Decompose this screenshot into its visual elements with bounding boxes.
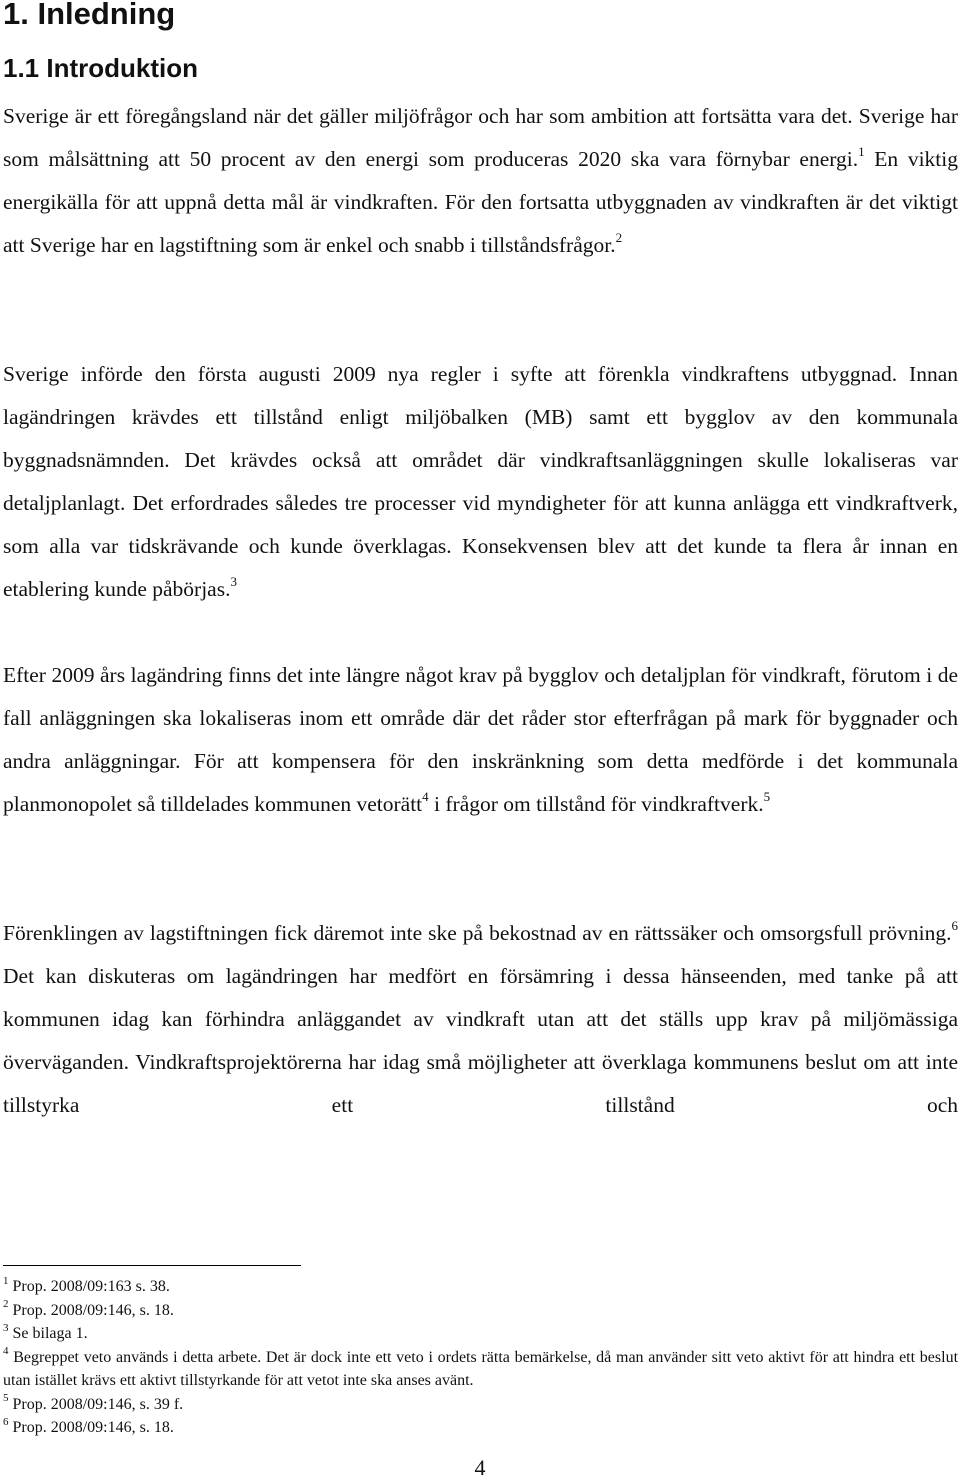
footnote-ref[interactable]: 5	[763, 788, 771, 804]
footnote-text: Se bilaga 1.	[12, 1325, 88, 1342]
footnote	[3, 1416, 958, 1440]
footnote-text: Prop. 2008/09:163 s. 38.	[12, 1278, 170, 1295]
footnote-number: 5	[3, 1392, 9, 1405]
footnote	[3, 1393, 958, 1417]
footnote-number: 6	[3, 1415, 9, 1428]
paragraph-amendment	[3, 654, 958, 826]
footnote	[3, 1322, 958, 1346]
footnote-number: 3	[3, 1321, 9, 1334]
chapter-heading: 1. Inledning	[3, 0, 176, 31]
footnote	[3, 1299, 958, 1323]
paragraph-simplification	[3, 912, 958, 1127]
footnote-text: Prop. 2008/09:146, s. 18.	[12, 1301, 174, 1319]
paragraph-text: Sverige är ett föregångsland när det gäller miljöfrågor och har som ambition att fortsätta vara det. Sverige har som målsättning att 50 procent av den energi som produceras 2020 ska vara förnybar energi.	[3, 104, 958, 171]
footnote-ref[interactable]: 4	[422, 788, 429, 804]
footnote-number: 4	[3, 1345, 9, 1358]
footnote-ref[interactable]: 6	[951, 917, 958, 933]
footnote	[3, 1275, 958, 1299]
footnote-ref[interactable]: 3	[230, 573, 237, 589]
footnotes	[3, 1275, 958, 1440]
footnote	[3, 1346, 958, 1393]
footnote-number: 1	[3, 1274, 9, 1287]
footnote-number: 2	[3, 1298, 9, 1311]
paragraph-text: i frågor om tillstånd för vindkraftverk.	[428, 792, 764, 816]
footnote-ref[interactable]: 2	[615, 229, 623, 245]
paragraph-text: En viktig energikälla för att uppnå detta mål är vindkraften. För den fortsatta utbyggnaden av vindkraften är det viktigt att Sverige har en lagstiftning som är enkel och snabb i tillståndsfrågor.	[3, 147, 958, 257]
paragraph-regulation	[3, 353, 958, 611]
paragraph-text: Sverige införde den första augusti 2009 nya regler i syfte att förenkla vindkraftens utbyggnad. Innan lagändringen krävdes ett tillstånd enligt miljöbalken (MB) samt ett bygglov av den kommunala byggnadsnämnden. Det krävdes också att området där vindkraftsanläggningen skulle lokaliseras var detaljplanlagt. Det erfordrades således tre processer vid myndigheter för att kunna anlägga ett vindkraftverk, som alla var tidskrävande och kunde överklagas. Konsekvensen blev att det kunde ta flera år innan en etablering kunde påbörjas.	[3, 362, 958, 601]
page-number: 4	[474, 1455, 486, 1480]
paragraph-text: Förenklingen av lagstiftningen fick däremot inte ske på bekostnad av en rättssäker och omsorgsfull prövning.	[3, 921, 952, 945]
footnote-text: Prop. 2008/09:146, s. 18.	[12, 1419, 174, 1436]
footnote-text: Begreppet veto används i detta arbete. Det är dock inte ett veto i ordets rätta bemärkelse, då man använder sitt veto aktivt för att hindra ett beslut utan istället krävs ett aktivt tillstyrkande för att vetot inte ska anses avänt.	[3, 1348, 959, 1389]
paragraph-intro	[3, 95, 958, 267]
section-heading: 1.1 Introduktion	[3, 53, 198, 83]
footnote-ref[interactable]: 1	[858, 143, 865, 159]
footnote-text: Prop. 2008/09:146, s. 39 f.	[12, 1395, 184, 1413]
footnote-separator	[3, 1265, 301, 1266]
paragraph-text: Det kan diskuteras om lagändringen har medfört en försämring i dessa hänseenden, med tanke på att kommunen idag kan förhindra anläggandet av vindkraft utan att det ställs upp krav på miljömässiga överväganden. Vindkraftsprojektörerna har idag små möjligheter att överklaga kommunens beslut om att inte tillstyrka ett tillstånd och	[3, 964, 958, 1117]
paragraph-text: Efter 2009 års lagändring finns det inte längre något krav på bygglov och detaljplan för vindkraft, förutom i de fall anläggningen ska lokaliseras inom ett område där det råder stor efterfrågan på mark för byggnader och andra anläggningar. För att kompensera för den inskränkning som detta medförde i det kommunala planmonopolet så tilldelades kommunen vetorätt	[3, 663, 958, 816]
